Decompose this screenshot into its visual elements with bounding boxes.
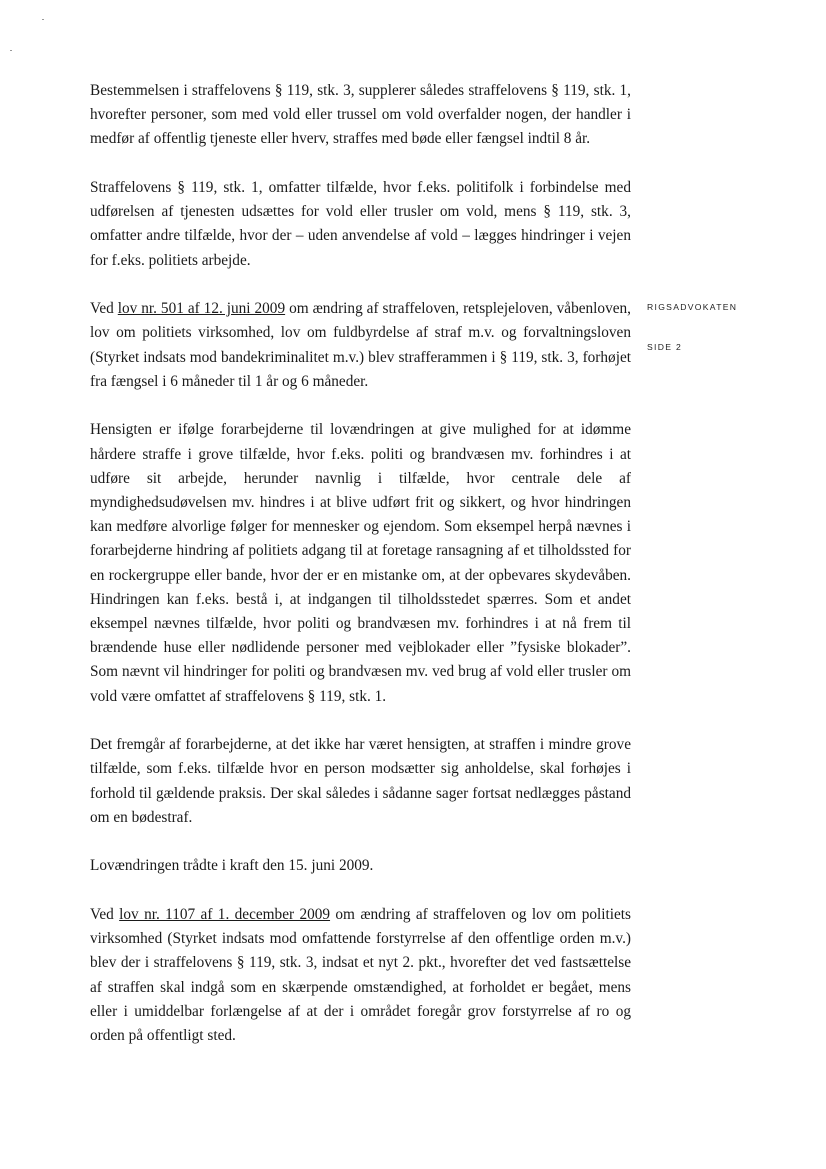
paragraph-6: Lovændringen trådte i kraft den 15. juni 2009. xyxy=(90,857,374,875)
paragraph-3-prefix: Ved xyxy=(90,300,118,318)
law-reference-link[interactable]: lov nr. 1107 af 1. december 2009 xyxy=(119,906,331,924)
paragraph-7-text: om ændring af straffeloven og lov om politiets virksomhed (Styrket indsats mod omfattende forstyrrelse af den offentlige orden m.v.) blev der i straffelovens § 119, stk. 3, indsat et nyt 2. pkt., hvorefter det ved fastsættelse af straffen skal indgå som en skærpende omstændighed, at forholdet er begået, mens eller i umiddelbar forlængelse af at der i området foregår grov forstyrrelse af ro og orden på offentligt sted. xyxy=(90,906,631,1045)
body-text xyxy=(90,79,631,1073)
paragraph-5: Det fremgår af forarbejderne, at det ikke har været hensigten, at straffen i mindre grove tilfælde, som f.eks. tilfælde hvor en person modsætter sig anholdelse, skal forhøjes i forhold til gældende praksis. Der skal således i sådanne sager fortsat nedlægges påstand om en bødestraf. xyxy=(90,736,631,826)
paragraph-2: Straffelovens § 119, stk. 1, omfatter tilfælde, hvor f.eks. politifolk i forbindelse med udførelsen af tjenesten udsættes for vold eller trusler om vold, mens § 119, stk. 3, omfatter andre tilfælde, hvor der – uden anvendelse af vold – lægges hindringer i vejen for f.eks. politiets arbejde. xyxy=(90,179,631,269)
paragraph-7-prefix: Ved xyxy=(90,906,120,924)
paragraph-1: Bestemmelsen i straffelovens § 119, stk. 3, supplerer således straffelovens § 119, stk. 1, hvorefter personer, som med vold eller trussel om vold overfalder nogen, der handler i medfør af offentlig tjeneste eller hverv, straffes med bøde eller fængsel indtil 8 år. xyxy=(90,82,631,148)
paragraph-4: Hensigten er ifølge forarbejderne til lovændringen at give mulighed for at idømme hårdere straffe i grove tilfælde, hvor f.eks. politi og brandvæsen mv. forhindres i at udføre sit arbejde, herunder navnlig i tilfælde, hvor centrale dele af myndighedsudøvelsen mv. hindres i at blive udført frit og sikkert, og hvor hindringen kan medføre alvorlige følger for mennesker og ejendom. Som eksempel herpå nævnes i forarbejderne hindring af politiets adgang til at foretage ransagning af et tilholdssted for en rockergruppe eller bande, hvor der er en mistanke om, at der opbevares skydevåben. Hindringen kan f.eks. bestå i, at indgangen til tilholdsstedet spærres. Som et andet eksempel nævnes tilfælde, hvor politi og brandvæsen mv. forhindres i at nå frem til brændende huse eller nødlidende personer med vejblokader eller ”fysiske blokader”. Som nævnt vil hindringer for politi og brandvæsen mv. ved brug af vold eller trusler om vold være omfattet af straffelovens § 119, stk. 1. xyxy=(90,421,631,705)
sidebar-page-number: SIDE 2 xyxy=(647,342,683,352)
paragraph-7 xyxy=(90,903,631,1048)
law-reference-link[interactable]: lov nr. 501 af 12. juni 2009 xyxy=(117,300,286,318)
sidebar-org-name: RIGSADVOKATEN xyxy=(647,302,738,312)
scan-mark xyxy=(10,50,12,51)
paragraph-3-text: om ændring af straffeloven, retsplejeloven, våbenloven, lov om politiets virksomhed, lov om fuldbyrdelse af straf m.v. og forvaltningsloven (Styrket indsats mod bandekriminalitet m.v.) blev strafferammen i § 119, stk. 3, forhøjet fra fængsel i 6 måneder til 1 år og 6 måneder. xyxy=(90,300,631,390)
scan-mark xyxy=(42,19,44,20)
paragraph-3 xyxy=(90,297,631,394)
